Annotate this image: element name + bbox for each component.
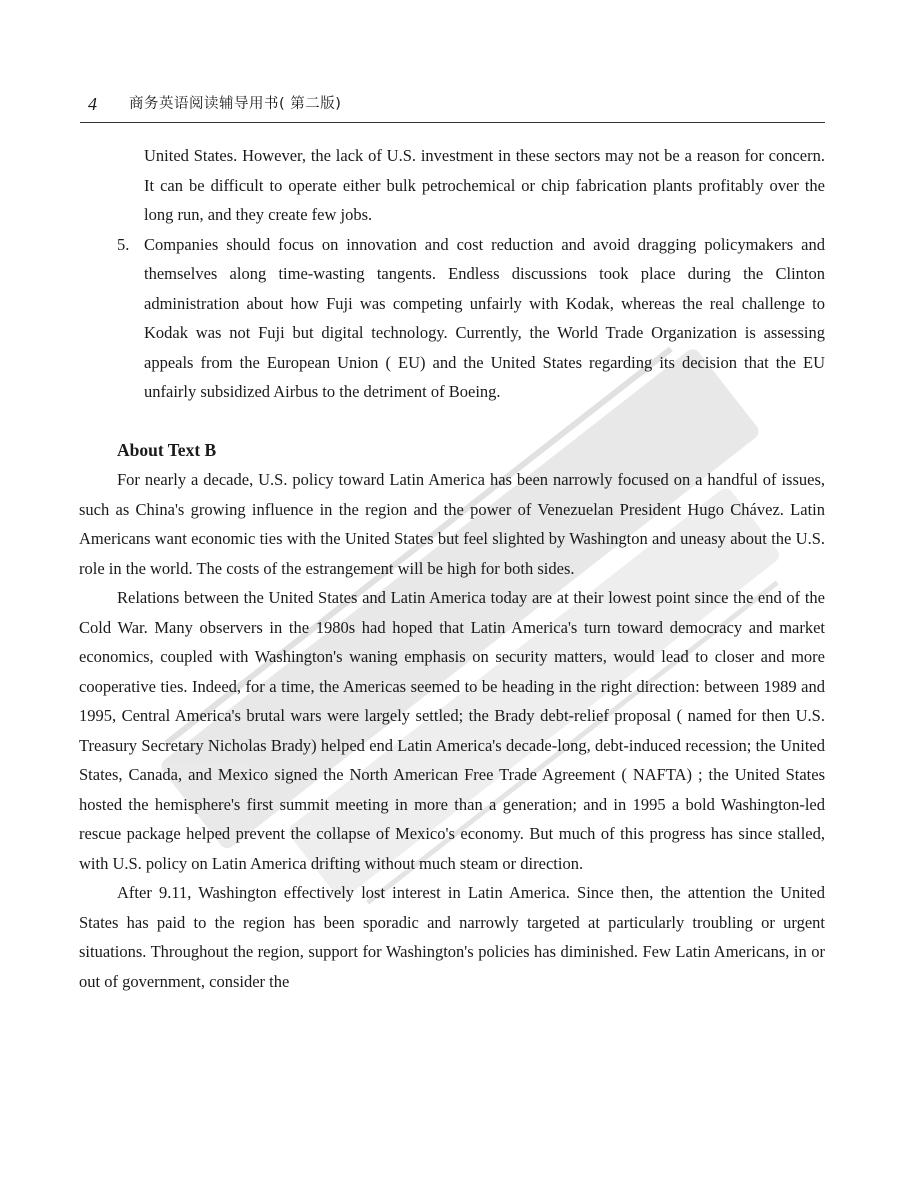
body-paragraph: Relations between the United States and Latin America today are at their lowest point since the end of the Cold War. Many observers in the 1980s had hoped that Latin America's turn toward democracy and market economics, coupled with Washington's waning emphasis on security matters, would lead to closer and more cooperative ties. Indeed, for a time, the Americas seemed to be heading in the right direction: between 1989 and 1995, Central America's brutal wars were largely settled; the Brady debt-relief proposal ( named for then U.S. Treasury Secretary Nicholas Brady) helped end Latin America's decade-long, debt-induced recession; the United States, Canada, and Mexico signed the North American Free Trade Agreement ( NAFTA) ; the United States hosted the hemisphere's first summit meeting in more than a generation; and in 1995 a bold Washington-led rescue package helped prevent the collapse of Mexico's economy. But much of this progress has since stalled, with U.S. policy on Latin America drifting without much steam or direction. (79, 588, 825, 873)
page-header (80, 92, 825, 123)
page-number: 4 (88, 94, 97, 114)
list-item-number: 5. (117, 234, 130, 254)
section-heading: About Text B (117, 439, 217, 460)
book-title: 商务英语阅读辅导用书( 第二版) (129, 96, 342, 112)
page-body (79, 141, 825, 996)
continued-paragraph: United States. However, the lack of U.S. investment in these sectors may not be a reason for concern. It can be difficult to operate either bulk petrochemical or chip fabrication plants profitably over the long run, and they create few jobs. (144, 146, 825, 224)
body-paragraph: For nearly a decade, U.S. policy toward Latin America has been narrowly focused on a handful of issues, such as China's growing influence in the region and the power of Venezuelan President Hugo Chávez. Latin Americans want economic ties with the United States but feel slighted by Washington and uneasy about the U.S. role in the world. The costs of the estrangement will be high for both sides. (79, 470, 825, 578)
body-paragraph: After 9.11, Washington effectively lost interest in Latin America. Since then, the attention the United States has paid to the region has been sporadic and narrowly targeted at particularly troubling or urgent situations. Throughout the region, support for Washington's policies has diminished. Few Latin Americans, in or out of government, consider the (79, 883, 825, 991)
list-item-text: Companies should focus on innovation and cost reduction and avoid dragging policymakers and themselves along time-wasting tangents. Endless discussions took place during the Clinton administration about how Fuji was competing unfairly with Kodak, whereas the real challenge to Kodak was not Fuji but digital technology. Currently, the World Trade Organization is assessing appeals from the European Union ( EU) and the United States regarding its decision that the EU unfairly subsidized Airbus to the detriment of Boeing. (144, 234, 825, 401)
list-item (79, 230, 825, 407)
